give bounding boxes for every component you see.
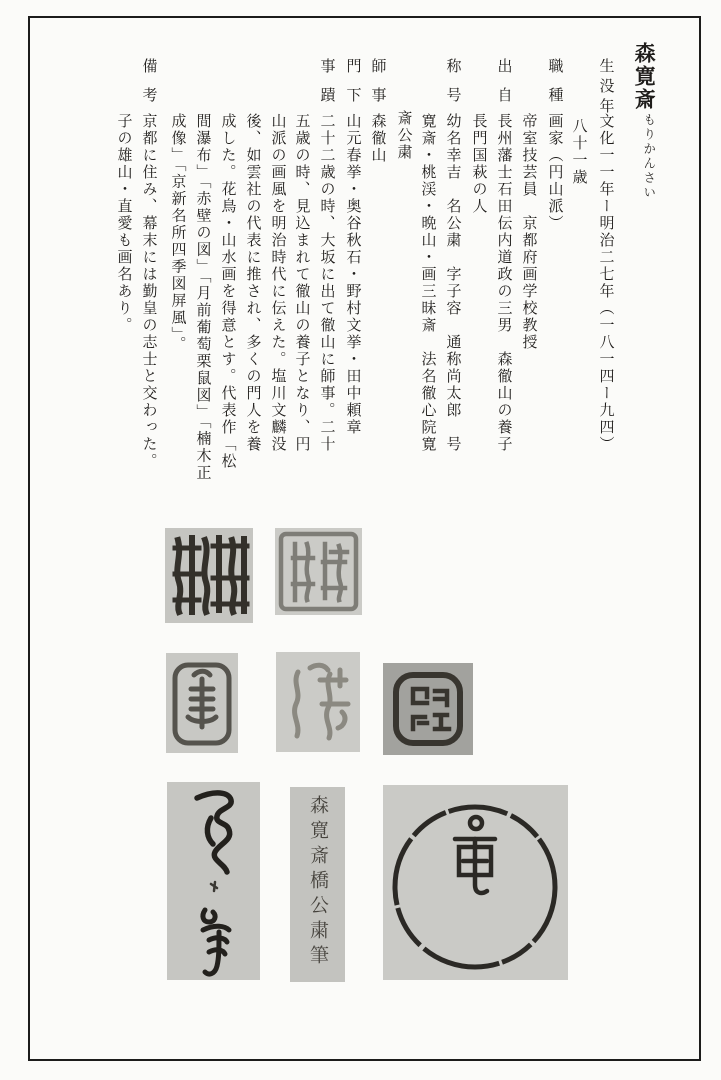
field-label-monka: 門下	[344, 58, 361, 116]
field-label-biko: 備考	[140, 58, 157, 116]
field-line: 八十一歳	[570, 118, 587, 186]
field-line: 森徹山	[369, 113, 386, 164]
field-line: 画家（円山派）	[546, 113, 563, 232]
field-line: 長門国萩の人	[470, 113, 487, 215]
seal-impression-4	[276, 652, 360, 752]
field-line: 五歳の時、見込まれて徹山の養子となり、円	[293, 113, 310, 453]
page-title-reading: もりかんさい	[641, 113, 656, 200]
field-line: 成像」「京新名所四季図屏風」。	[169, 113, 186, 353]
field-line: 後、如雲社の代表に推され、多くの門人を養	[244, 113, 261, 453]
field-label-shogo: 称号	[444, 58, 461, 116]
field-line: 山元春挙・奥谷秋石・野村文挙・田中頼章	[344, 113, 361, 436]
seal-impression-5	[383, 663, 473, 755]
signature-inscription	[290, 787, 345, 982]
seal-round-large	[383, 785, 568, 980]
field-line: 成した。花鳥・山水画を得意とす。代表作「松	[219, 113, 236, 470]
field-label-jiseki: 事蹟	[318, 58, 335, 116]
seal-impression-1	[165, 528, 253, 623]
inscription-text: 森寛斎橋公粛筆	[307, 795, 328, 970]
signature-cursive	[167, 782, 260, 980]
field-line: 寛斎・桃渓・晩山・画三昧斎 法名徹心院寛	[419, 113, 436, 453]
field-label-seibotsunen: 生没年	[597, 58, 614, 118]
field-line: 斎公粛	[395, 110, 412, 161]
field-line: 長州藩士石田伝内道政の三男 森徹山の養子	[495, 113, 512, 453]
page-title: 森寛斎	[632, 42, 657, 111]
field-label-shutsuji: 出自	[495, 58, 512, 116]
field-label-shokushu: 職種	[546, 58, 563, 116]
field-line: 間瀑布」「赤壁の図」「月前葡萄栗鼠図」「楠木正	[194, 113, 211, 482]
field-line: 山派の画風を明治時代に伝えた。塩川文麟没	[269, 113, 286, 453]
seal-impression-3	[166, 653, 238, 753]
field-label-shiji: 師事	[369, 58, 386, 116]
field-line: 二十二歳の時、大坂に出て徹山に師事。二十	[318, 113, 335, 453]
seal-impression-2	[275, 528, 362, 615]
field-line: 幼名幸吉 名公粛 字子容 通称尚太郎 号	[444, 113, 461, 453]
field-line: 子の雄山・直愛も画名あり。	[115, 113, 132, 334]
field-line: 京都に住み、幕末には勤皇の志士と交わった。	[140, 113, 157, 470]
field-line: 文化一一年ー明治二七年（一八一四ー九四）	[597, 113, 614, 453]
field-line: 帝室技芸員 京都府画学校教授	[520, 113, 537, 351]
